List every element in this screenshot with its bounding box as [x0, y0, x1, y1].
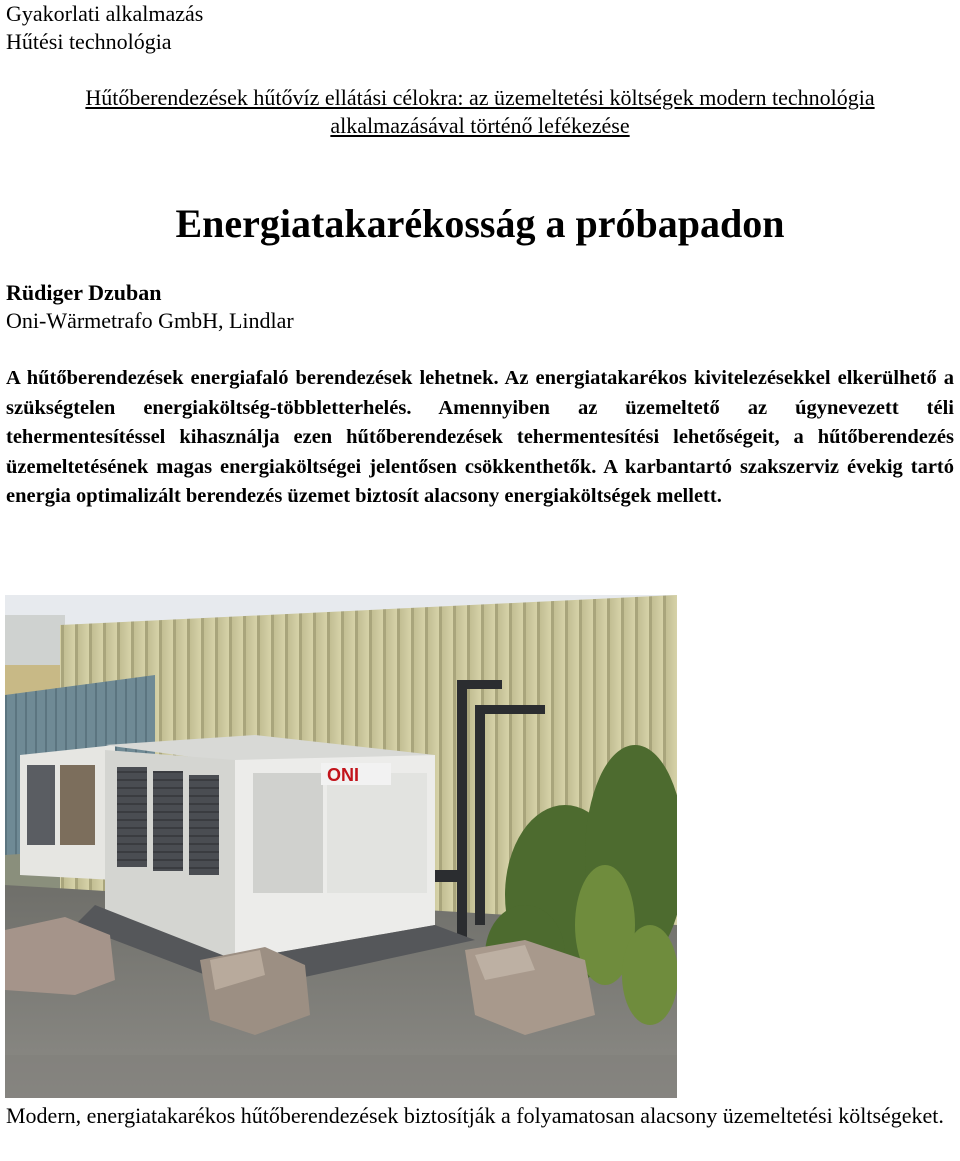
author-name: Rüdiger Dzuban	[6, 280, 162, 305]
category-line-2: Hűtési technológia	[6, 29, 172, 54]
category-header	[6, 0, 203, 56]
article-title: Energiatakarékosság a próbapadon	[175, 201, 785, 246]
category-line-1: Gyakorlati alkalmazás	[6, 1, 204, 26]
article-subtitle	[0, 84, 960, 140]
author-company: Oni-Wärmetrafo GmbH, Lindlar	[6, 308, 294, 333]
cooling-units-photo	[5, 595, 677, 1098]
photo-caption: Modern, energiatakarékos hűtőberendezések biztosítják a folyamatosan alacsony üzemeltetési költségeket.	[6, 1103, 944, 1128]
lead-paragraph: A hűtőberendezések energiafaló berendezések lehetnek. Az energiatakarékos kivitelezésekkel elkerülhető a szükségtelen energiaköltség-többletterhelés. Amennyiben az üzemeltető az úgynevezett téli tehermentesítéssel kihasználja ezen hűtőberendezések tehermentesítési lehetőségeit, a hűtőberendezés üzemeltetésének magas energiaköltségei jelentősen csökkenthetők. A karbantartó szakszerviz évekig tartó energia optimalizált berendezés üzemet biztosít alacsony energiaköltségek mellett.	[6, 367, 954, 507]
subtitle-line-2: alkalmazásával történő lefékezése	[330, 113, 630, 138]
oni-logo-text: ONI	[327, 765, 360, 785]
subtitle-line-1: Hűtőberendezések hűtővíz ellátási célokra: az üzemeltetési költségek modern technológia	[85, 85, 875, 110]
